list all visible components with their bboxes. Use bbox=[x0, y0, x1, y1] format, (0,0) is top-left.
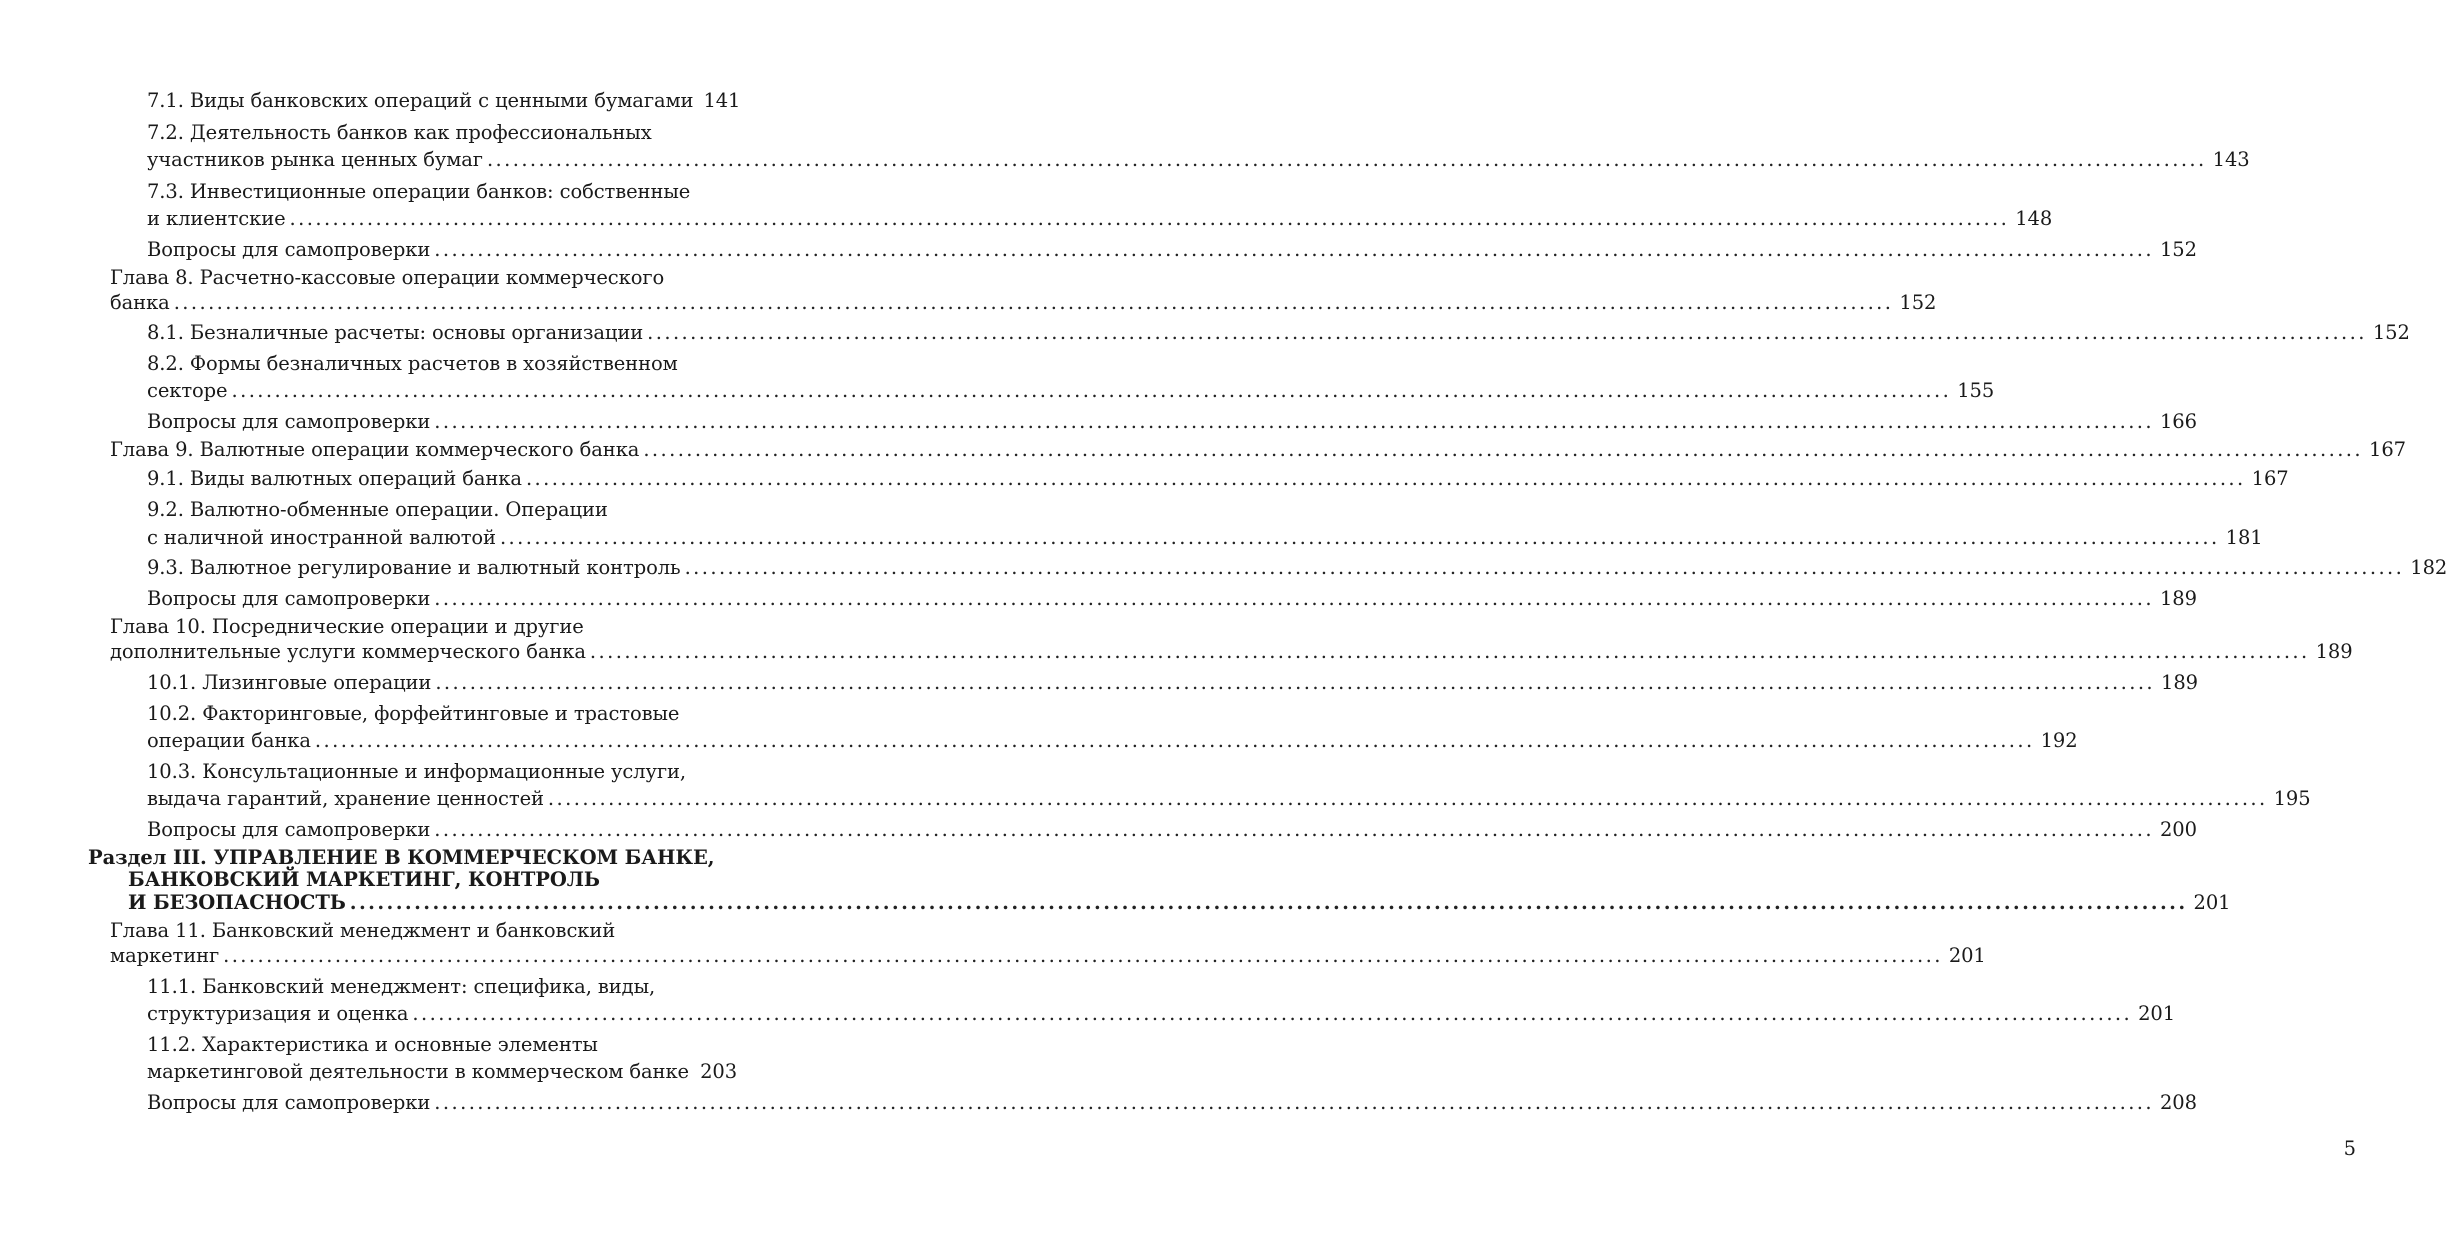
toc-entry-text: 9.1. Виды валютных операций банка bbox=[147, 467, 522, 490]
toc-entry-page: 166 bbox=[2160, 410, 2197, 433]
toc-entry-text: Вопросы для самопроверки bbox=[147, 410, 431, 433]
dot-leader: ........................................................................................................................................................................................................ bbox=[434, 818, 2154, 841]
toc-entry-page: 152 bbox=[2372, 321, 2410, 344]
toc-entry-page: 189 bbox=[2315, 640, 2353, 663]
toc-entry-line bbox=[147, 1030, 737, 1060]
toc-entry-line bbox=[147, 523, 2263, 553]
toc-entry-text: дополнительные услуги коммерческого банка bbox=[110, 640, 586, 663]
toc-entry-page: 200 bbox=[2160, 818, 2197, 841]
toc-entry-text: структуризация и оценка bbox=[147, 1002, 409, 1025]
toc-entry-line bbox=[147, 668, 2198, 698]
dot-leader: ........................................................................................................................................................................................................ bbox=[173, 291, 1894, 314]
toc-entry-text: 10.2. Факторинговые, форфейтинговые и трастовые bbox=[147, 702, 680, 725]
toc-entry-page: 167 bbox=[2369, 438, 2406, 461]
toc-entry-line bbox=[147, 349, 737, 379]
dot-leader: ........................................................................................................................................................................................................ bbox=[434, 587, 2154, 610]
toc-entry-text: 10.3. Консультационные и информационные услуги, bbox=[147, 760, 686, 783]
toc-entry-page: 189 bbox=[2161, 671, 2198, 694]
toc-entry-line bbox=[110, 435, 2406, 465]
toc-entry-text: маркетинг bbox=[110, 944, 220, 967]
toc-entry-line bbox=[147, 464, 2289, 494]
toc-entry-page: 181 bbox=[2225, 526, 2263, 549]
toc-entry-text: Вопросы для самопроверки bbox=[147, 818, 431, 841]
dot-leader: ........................................................................................................................................................................................................ bbox=[499, 526, 2220, 549]
toc-entry-page: 167 bbox=[2251, 467, 2289, 490]
toc-entry-line bbox=[147, 86, 741, 116]
toc-entry-line bbox=[147, 726, 2078, 756]
dot-leader: ........................................................................................................................................................................................................ bbox=[349, 891, 2188, 914]
dot-leader: ........................................................................................................................................................................................................ bbox=[434, 410, 2154, 433]
toc-entry-line bbox=[147, 757, 737, 787]
dot-leader: ........................................................................................................................................................................................................ bbox=[647, 321, 2367, 344]
toc-entry-page: 201 bbox=[1948, 944, 1986, 967]
toc-entry-line bbox=[147, 235, 2197, 265]
toc-entry-page: 208 bbox=[2160, 1091, 2197, 1114]
toc-entry-page: 152 bbox=[1899, 291, 1937, 314]
toc-entry-line bbox=[147, 1057, 737, 1087]
toc-entry-line bbox=[147, 177, 737, 207]
toc-entry-text: 7.2. Деятельность банков как профессиональных bbox=[147, 121, 652, 144]
toc-entry-page: 189 bbox=[2160, 587, 2197, 610]
toc-entry-line bbox=[147, 699, 737, 729]
dot-leader: ........................................................................................................................................................................................................ bbox=[643, 438, 2364, 461]
toc-entry-text: с наличной иностранной валютой bbox=[147, 526, 496, 549]
toc-entry-line bbox=[110, 637, 2353, 667]
toc-entry-page: 195 bbox=[2273, 787, 2311, 810]
toc-entry-text: Глава 8. Расчетно-кассовые операции коммерческого bbox=[110, 266, 665, 289]
toc-entry-text: выдача гарантий, хранение ценностей bbox=[147, 787, 544, 810]
toc-entry-text: операции банка bbox=[147, 729, 311, 752]
toc-entry-text: 9.2. Валютно-обменные операции. Операции bbox=[147, 498, 608, 521]
toc-entry-line bbox=[147, 1088, 2197, 1118]
toc-entry-text: 11.1. Банковский менеджмент: специфика, виды, bbox=[147, 975, 656, 998]
toc-entry-text: секторе bbox=[147, 379, 228, 402]
dot-leader: ........................................................................................................................................................................................................ bbox=[434, 1091, 2154, 1114]
toc-entry-line bbox=[147, 815, 2197, 845]
toc-entry-text: Вопросы для самопроверки bbox=[147, 238, 431, 261]
dot-leader bbox=[693, 1057, 694, 1087]
toc-entry-text: Глава 9. Валютные операции коммерческого банка bbox=[110, 438, 640, 461]
toc-entry-text: 8.1. Безналичные расчеты: основы организации bbox=[147, 321, 644, 344]
dot-leader: ........................................................................................................................................................................................................ bbox=[525, 467, 2246, 490]
toc-entry-line bbox=[147, 204, 2053, 234]
toc-entry-text: Глава 10. Посреднические операции и другие bbox=[110, 615, 584, 638]
toc-entry-text: банка bbox=[110, 291, 170, 314]
toc-entry-page: 143 bbox=[2212, 148, 2250, 171]
toc-entry-text: 11.2. Характеристика и основные элементы bbox=[147, 1033, 598, 1056]
toc-entry-line bbox=[110, 941, 1986, 971]
toc-entry-line bbox=[147, 972, 737, 1002]
toc-entry-text: И БЕЗОПАСНОСТЬ bbox=[128, 891, 346, 914]
dot-leader: ........................................................................................................................................................................................................ bbox=[434, 238, 2154, 261]
page-number: 5 bbox=[2343, 1137, 2356, 1160]
dot-leader: ........................................................................................................................................................................................................ bbox=[289, 207, 2010, 230]
toc-entry-line bbox=[147, 318, 2410, 348]
toc-entry-page: 201 bbox=[2193, 891, 2231, 914]
dot-leader: ........................................................................................................................................................................................................ bbox=[223, 944, 1943, 967]
toc-entry-line bbox=[147, 118, 737, 148]
toc-entry-line bbox=[110, 288, 1937, 318]
toc-entry-text: БАНКОВСКИЙ МАРКЕТИНГ, КОНТРОЛЬ bbox=[128, 868, 600, 891]
toc-entry-page: 192 bbox=[2040, 729, 2078, 752]
toc-entry-line bbox=[147, 784, 2311, 814]
dot-leader: ........................................................................................................................................................................................................ bbox=[684, 556, 2405, 579]
toc-entry-text: и клиентские bbox=[147, 207, 286, 230]
toc-entry-text: 8.2. Формы безналичных расчетов в хозяйственном bbox=[147, 352, 678, 375]
toc-entry-text: Вопросы для самопроверки bbox=[147, 1091, 431, 1114]
toc-entry-line bbox=[147, 999, 2176, 1029]
toc-entry-text: маркетинговой деятельности в коммерческом банке bbox=[147, 1060, 689, 1083]
dot-leader: ........................................................................................................................................................................................................ bbox=[412, 1002, 2133, 1025]
dot-leader: ........................................................................................................................................................................................................ bbox=[231, 379, 1952, 402]
toc-entry-page: 201 bbox=[2138, 1002, 2176, 1025]
toc-entry-line bbox=[147, 553, 2447, 583]
toc-entry-page: 148 bbox=[2015, 207, 2053, 230]
dot-leader: ........................................................................................................................................................................................................ bbox=[589, 640, 2310, 663]
toc-entry-line bbox=[147, 407, 2197, 437]
toc-entry-line bbox=[147, 584, 2197, 614]
toc-entry-page: 155 bbox=[1957, 379, 1995, 402]
toc-entry-text: 7.1. Виды банковских операций с ценными бумагами bbox=[147, 89, 694, 112]
toc-entry-line bbox=[147, 495, 737, 525]
toc-entry-text: 7.3. Инвестиционные операции банков: собственные bbox=[147, 180, 691, 203]
toc-entry-page: 203 bbox=[700, 1060, 737, 1083]
toc-entry-page: 152 bbox=[2160, 238, 2197, 261]
toc-entry-text: Раздел III. УПРАВЛЕНИЕ В КОММЕРЧЕСКОМ БАНКЕ, bbox=[88, 846, 715, 869]
toc-entry-text: участников рынка ценных бумаг bbox=[147, 148, 483, 171]
dot-leader: ........................................................................................................................................................................................................ bbox=[547, 787, 2268, 810]
toc-entry-line bbox=[128, 888, 2231, 918]
toc-entry-text: Вопросы для самопроверки bbox=[147, 587, 431, 610]
toc-entry-text: 9.3. Валютное регулирование и валютный контроль bbox=[147, 556, 681, 579]
toc-entry-line bbox=[147, 145, 2250, 175]
dot-leader: ........................................................................................................................................................................................................ bbox=[314, 729, 2035, 752]
toc-entry-text: Глава 11. Банковский менеджмент и банковский bbox=[110, 919, 616, 942]
dot-leader: ........................................................................................................................................................................................................ bbox=[486, 148, 2207, 171]
toc-entry-text: 10.1. Лизинговые операции bbox=[147, 671, 432, 694]
toc-entry-page: 182 bbox=[2410, 556, 2447, 579]
toc-entry-line bbox=[147, 376, 1995, 406]
toc-entry-page: 141 bbox=[703, 89, 741, 112]
dot-leader: ........................................................................................................................................................................................................ bbox=[435, 671, 2156, 694]
